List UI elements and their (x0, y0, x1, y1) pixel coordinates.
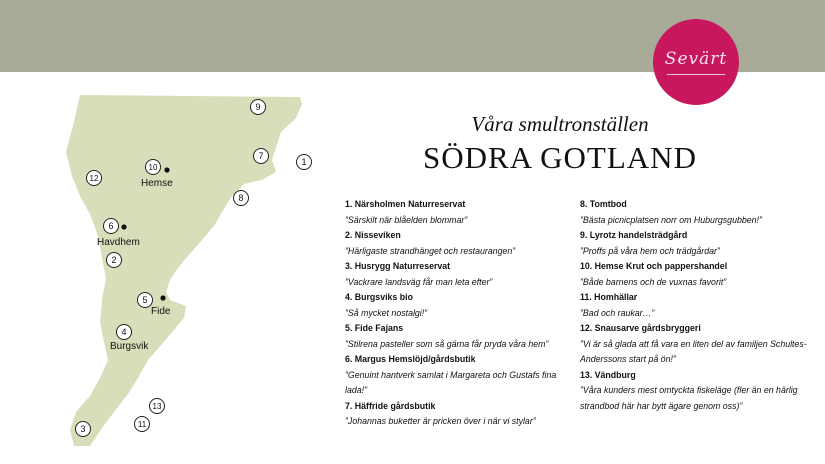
list-item-quote: ”Både barnens och de vuxnas favorit” (580, 276, 727, 287)
marker-number: 2 (111, 255, 117, 266)
list-item (345, 259, 580, 290)
town-label-havdhem: Havdhem (97, 237, 140, 248)
list-item (580, 228, 815, 259)
list-item-quote: ”Stilrena pasteller som så gärna får pryda våra hem” (345, 338, 549, 349)
map-marker-12 (87, 171, 102, 186)
map-marker-7 (254, 149, 269, 164)
list-item (345, 352, 580, 399)
list-item-title: 13. Vändburg (580, 369, 636, 380)
list-item (345, 399, 580, 430)
list-item-quote: ”Härligaste strandhänget och restaurangen” (345, 245, 516, 256)
town-dot-fide (160, 295, 165, 300)
marker-number: 1 (301, 157, 307, 168)
list-item (580, 368, 815, 415)
list-item-title: 5. Fide Fajans (345, 323, 404, 333)
list-item-title: 2. Nisseviken (345, 230, 401, 240)
marker-number: 8 (238, 193, 244, 204)
list-item-title: 9. Lyrotz handelsträdgård (580, 230, 688, 240)
list-item-quote: ”Vi är så glada att få vara en liten del av familjen Schultes-Anderssons start på ön!” (580, 338, 807, 364)
list-item (345, 228, 580, 259)
map-marker-13 (150, 399, 165, 414)
list-item-title: 7. Häffride gårdsbutik (345, 400, 436, 411)
list-item (580, 290, 815, 321)
marker-number: 5 (142, 295, 148, 306)
map-marker-1 (297, 155, 312, 170)
marker-number: 13 (152, 402, 162, 412)
list-item-title: 1. Närsholmen Naturreservat (345, 199, 466, 209)
marker-number: 11 (137, 420, 147, 430)
map-marker-3 (76, 422, 91, 437)
list-item-title: 8. Tomtbod (580, 199, 627, 209)
list-item-title: 12. Snausarve gårdsbryggeri (580, 323, 701, 333)
marker-number: 10 (148, 163, 158, 173)
list-item-title: 4. Burgsviks bio (345, 292, 413, 302)
map-marker-11 (135, 417, 150, 432)
list-item-quote: ”Proffs på våra hem och trädgårdar” (580, 245, 720, 256)
marker-number: 6 (108, 221, 114, 232)
list-item-quote: ”Våra kunders mest omtyckta fiskeläge (fler än en härlig strandbod här har bytt ägare genom oss)” (580, 385, 798, 411)
map-marker-4 (117, 325, 132, 340)
marker-number: 7 (258, 151, 264, 162)
places-list-left (345, 197, 580, 430)
town-label-burgsvik: Burgsvik (110, 341, 149, 352)
marker-number: 9 (255, 102, 261, 113)
list-item-quote: ”Vackrare landsväg får man leta efter” (345, 276, 493, 287)
list-item (345, 290, 580, 321)
places-list-right (580, 197, 815, 414)
town-label-fide: Fide (151, 306, 171, 317)
list-item-quote: ”Johannas buketter är pricken över i när vi stylar” (345, 416, 536, 426)
map-marker-10 (146, 160, 161, 175)
marker-number: 12 (89, 174, 99, 184)
town-dot-hemse (164, 167, 169, 172)
list-item (345, 321, 580, 352)
list-item (580, 259, 815, 290)
map-marker-8 (234, 191, 249, 206)
list-item-quote: ”Så mycket nostalgi!” (345, 307, 428, 318)
list-item-quote: ”Bad och raukar…” (580, 307, 655, 318)
marker-number: 3 (80, 424, 86, 435)
town-dot-havdhem (121, 224, 126, 229)
list-item (580, 197, 815, 228)
list-item-title: 3. Husrygg Naturreservat (345, 261, 451, 271)
heading-title: SÖDRA GOTLAND (423, 140, 697, 175)
map-marker-6 (104, 219, 119, 234)
list-item (345, 197, 580, 228)
badge-text: Sevärt (664, 49, 728, 69)
map-marker-2 (107, 253, 122, 268)
town-label-hemse: Hemse (141, 178, 173, 189)
list-item-quote: ”Särskilt när blåelden blommar” (345, 214, 468, 225)
list-item-title: 11. Homhällar (580, 292, 638, 302)
island-land (66, 95, 302, 446)
list-item (580, 321, 815, 368)
list-item-title: 6. Margus Hemslöjd/gårdsbutik (345, 354, 476, 364)
marker-number: 4 (121, 327, 127, 338)
list-item-quote: ”Genuint hantverk samlat i Margareta och Gustafs fina lada!” (345, 369, 557, 395)
list-item-title: 10. Hemse Krut och pappershandel (580, 261, 728, 271)
heading-subtitle: Våra smultronställen (471, 112, 649, 136)
map-marker-9 (251, 100, 266, 115)
list-item-quote: ”Bästa picnicplatsen norr om Huburgsgubben!” (580, 214, 762, 225)
